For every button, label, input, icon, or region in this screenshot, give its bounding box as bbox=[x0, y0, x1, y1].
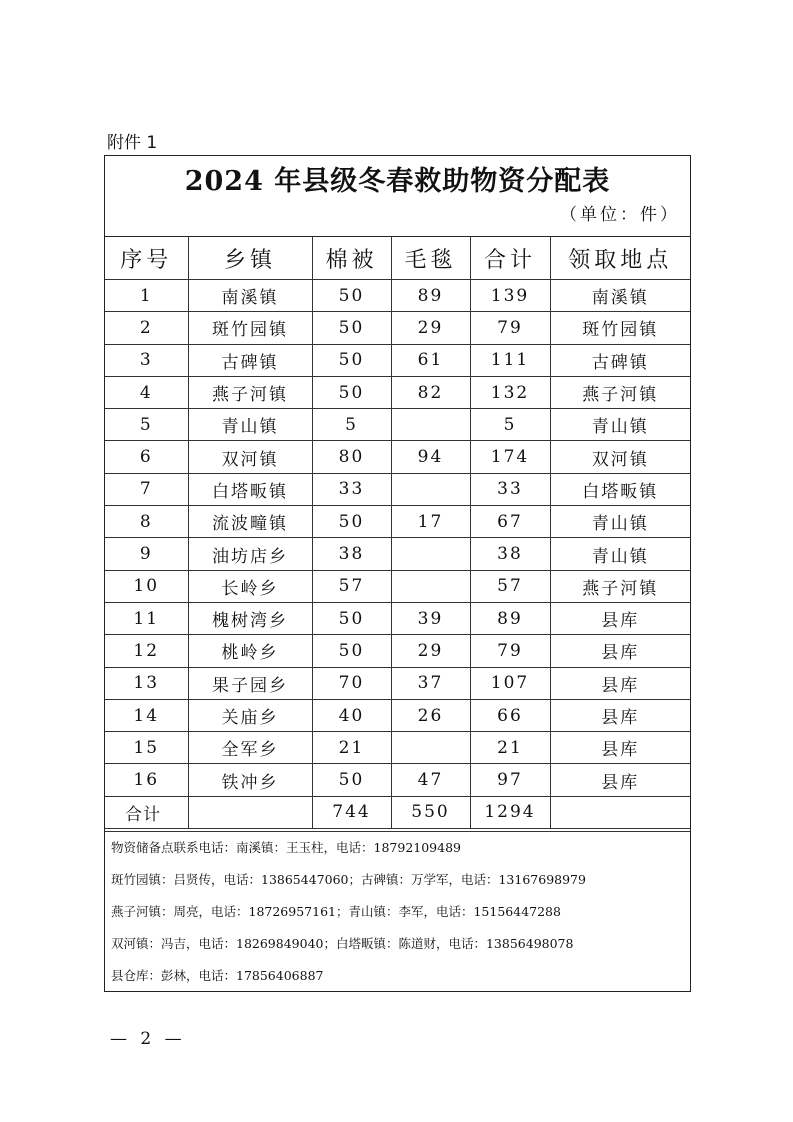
contacts-block bbox=[105, 831, 690, 991]
table-row bbox=[105, 344, 690, 376]
cell-pickup: 斑竹园镇 bbox=[550, 312, 690, 344]
cell-sum: 5 bbox=[470, 409, 550, 441]
cell-town: 槐树湾乡 bbox=[188, 602, 312, 634]
cell-blankets: 94 bbox=[391, 441, 470, 473]
cell-quilts: 50 bbox=[312, 635, 391, 667]
table-row bbox=[105, 409, 690, 441]
cell-pickup: 燕子河镇 bbox=[550, 376, 690, 408]
table-row bbox=[105, 538, 690, 570]
cell-blankets bbox=[391, 732, 470, 764]
table-row bbox=[105, 732, 690, 764]
table-row bbox=[105, 667, 690, 699]
cell-index: 8 bbox=[105, 506, 188, 538]
cell-sum: 38 bbox=[470, 538, 550, 570]
cell-town: 全军乡 bbox=[188, 732, 312, 764]
total-town bbox=[188, 796, 312, 828]
cell-blankets: 39 bbox=[391, 602, 470, 634]
cell-sum: 21 bbox=[470, 732, 550, 764]
cell-index: 9 bbox=[105, 538, 188, 570]
cell-quilts: 70 bbox=[312, 667, 391, 699]
cell-index: 7 bbox=[105, 473, 188, 505]
cell-index: 11 bbox=[105, 602, 188, 634]
total-sum: 1294 bbox=[470, 796, 550, 828]
cell-blankets bbox=[391, 538, 470, 570]
cell-index: 2 bbox=[105, 312, 188, 344]
contact-line: 物资储备点联系电话：南溪镇：王玉柱，电话：18792109489 bbox=[111, 840, 461, 855]
cell-quilts: 50 bbox=[312, 376, 391, 408]
cell-pickup: 县库 bbox=[550, 667, 690, 699]
total-blankets: 550 bbox=[391, 796, 470, 828]
cell-index: 12 bbox=[105, 635, 188, 667]
total-pickup bbox=[550, 796, 690, 828]
cell-town: 斑竹园镇 bbox=[188, 312, 312, 344]
cell-sum: 174 bbox=[470, 441, 550, 473]
cell-pickup: 双河镇 bbox=[550, 441, 690, 473]
cell-town: 燕子河镇 bbox=[188, 376, 312, 408]
cell-quilts: 40 bbox=[312, 699, 391, 731]
attachment-label: 附件 1 bbox=[107, 133, 158, 153]
header-pickup: 领取地点 bbox=[550, 237, 690, 280]
cell-pickup: 县库 bbox=[550, 732, 690, 764]
cell-pickup: 县库 bbox=[550, 602, 690, 634]
cell-town: 古碑镇 bbox=[188, 344, 312, 376]
cell-blankets bbox=[391, 473, 470, 505]
table-row bbox=[105, 280, 690, 312]
table-row bbox=[105, 376, 690, 408]
cell-sum: 66 bbox=[470, 699, 550, 731]
cell-sum: 79 bbox=[470, 312, 550, 344]
cell-quilts: 5 bbox=[312, 409, 391, 441]
header-town: 乡镇 bbox=[188, 237, 312, 280]
cell-index: 16 bbox=[105, 764, 188, 796]
cell-town: 南溪镇 bbox=[188, 280, 312, 312]
cell-sum: 139 bbox=[470, 280, 550, 312]
cell-sum: 97 bbox=[470, 764, 550, 796]
cell-sum: 89 bbox=[470, 602, 550, 634]
contact-line: 燕子河镇：周亮，电话：18726957161；青山镇：李军，电话：15156447288 bbox=[111, 904, 561, 919]
allocation-table-frame bbox=[104, 155, 691, 992]
cell-blankets: 89 bbox=[391, 280, 470, 312]
total-row bbox=[105, 796, 690, 828]
allocation-table bbox=[105, 236, 690, 829]
table-row bbox=[105, 699, 690, 731]
table-title: 2024 年县级冬春救助物资分配表 bbox=[184, 166, 611, 197]
cell-sum: 79 bbox=[470, 635, 550, 667]
cell-town: 桃岭乡 bbox=[188, 635, 312, 667]
cell-blankets: 82 bbox=[391, 376, 470, 408]
total-quilts: 744 bbox=[312, 796, 391, 828]
cell-town: 白塔畈镇 bbox=[188, 473, 312, 505]
cell-quilts: 80 bbox=[312, 441, 391, 473]
cell-pickup: 青山镇 bbox=[550, 409, 690, 441]
cell-index: 5 bbox=[105, 409, 188, 441]
header-sum: 合计 bbox=[470, 237, 550, 280]
table-row bbox=[105, 764, 690, 796]
contact-line: 县仓库：彭林，电话：17856406887 bbox=[111, 968, 324, 983]
cell-blankets: 61 bbox=[391, 344, 470, 376]
cell-sum: 132 bbox=[470, 376, 550, 408]
cell-quilts: 38 bbox=[312, 538, 391, 570]
cell-quilts: 50 bbox=[312, 506, 391, 538]
cell-pickup: 青山镇 bbox=[550, 506, 690, 538]
cell-index: 3 bbox=[105, 344, 188, 376]
cell-blankets: 29 bbox=[391, 635, 470, 667]
cell-quilts: 50 bbox=[312, 280, 391, 312]
cell-town: 流波疃镇 bbox=[188, 506, 312, 538]
cell-blankets: 26 bbox=[391, 699, 470, 731]
cell-index: 15 bbox=[105, 732, 188, 764]
cell-index: 13 bbox=[105, 667, 188, 699]
header-row bbox=[105, 237, 690, 280]
cell-town: 铁冲乡 bbox=[188, 764, 312, 796]
header-quilts: 棉被 bbox=[312, 237, 391, 280]
table-row bbox=[105, 473, 690, 505]
table-row bbox=[105, 635, 690, 667]
total-label: 合计 bbox=[105, 796, 188, 828]
unit-note: （单位：件） bbox=[560, 205, 680, 225]
cell-quilts: 50 bbox=[312, 764, 391, 796]
header-blankets: 毛毯 bbox=[391, 237, 470, 280]
cell-index: 6 bbox=[105, 441, 188, 473]
cell-town: 油坊店乡 bbox=[188, 538, 312, 570]
cell-index: 14 bbox=[105, 699, 188, 731]
cell-town: 关庙乡 bbox=[188, 699, 312, 731]
cell-quilts: 21 bbox=[312, 732, 391, 764]
table-row bbox=[105, 312, 690, 344]
cell-quilts: 33 bbox=[312, 473, 391, 505]
cell-pickup: 燕子河镇 bbox=[550, 570, 690, 602]
cell-blankets: 37 bbox=[391, 667, 470, 699]
cell-index: 4 bbox=[105, 376, 188, 408]
cell-quilts: 57 bbox=[312, 570, 391, 602]
cell-quilts: 50 bbox=[312, 312, 391, 344]
cell-town: 长岭乡 bbox=[188, 570, 312, 602]
cell-pickup: 白塔畈镇 bbox=[550, 473, 690, 505]
cell-sum: 107 bbox=[470, 667, 550, 699]
cell-blankets bbox=[391, 570, 470, 602]
cell-blankets: 29 bbox=[391, 312, 470, 344]
cell-pickup: 县库 bbox=[550, 699, 690, 731]
cell-pickup: 古碑镇 bbox=[550, 344, 690, 376]
cell-quilts: 50 bbox=[312, 344, 391, 376]
table-row bbox=[105, 506, 690, 538]
table-row bbox=[105, 441, 690, 473]
cell-sum: 67 bbox=[470, 506, 550, 538]
contact-line: 斑竹园镇：吕贤传，电话：13865447060；古碑镇：万学军，电话：13167698979 bbox=[111, 872, 586, 887]
cell-sum: 57 bbox=[470, 570, 550, 602]
cell-index: 10 bbox=[105, 570, 188, 602]
cell-town: 双河镇 bbox=[188, 441, 312, 473]
cell-blankets bbox=[391, 409, 470, 441]
cell-sum: 33 bbox=[470, 473, 550, 505]
table-row bbox=[105, 570, 690, 602]
cell-blankets: 17 bbox=[391, 506, 470, 538]
cell-sum: 111 bbox=[470, 344, 550, 376]
table-row bbox=[105, 602, 690, 634]
cell-pickup: 青山镇 bbox=[550, 538, 690, 570]
cell-pickup: 县库 bbox=[550, 764, 690, 796]
page-number: — 2 — bbox=[110, 1029, 186, 1049]
cell-town: 果子园乡 bbox=[188, 667, 312, 699]
cell-quilts: 50 bbox=[312, 602, 391, 634]
cell-pickup: 南溪镇 bbox=[550, 280, 690, 312]
cell-pickup: 县库 bbox=[550, 635, 690, 667]
header-index: 序号 bbox=[105, 237, 188, 280]
cell-town: 青山镇 bbox=[188, 409, 312, 441]
contact-line: 双河镇：冯吉，电话：18269849040；白塔畈镇：陈道财，电话：13856498078 bbox=[111, 936, 574, 951]
cell-index: 1 bbox=[105, 280, 188, 312]
cell-blankets: 47 bbox=[391, 764, 470, 796]
